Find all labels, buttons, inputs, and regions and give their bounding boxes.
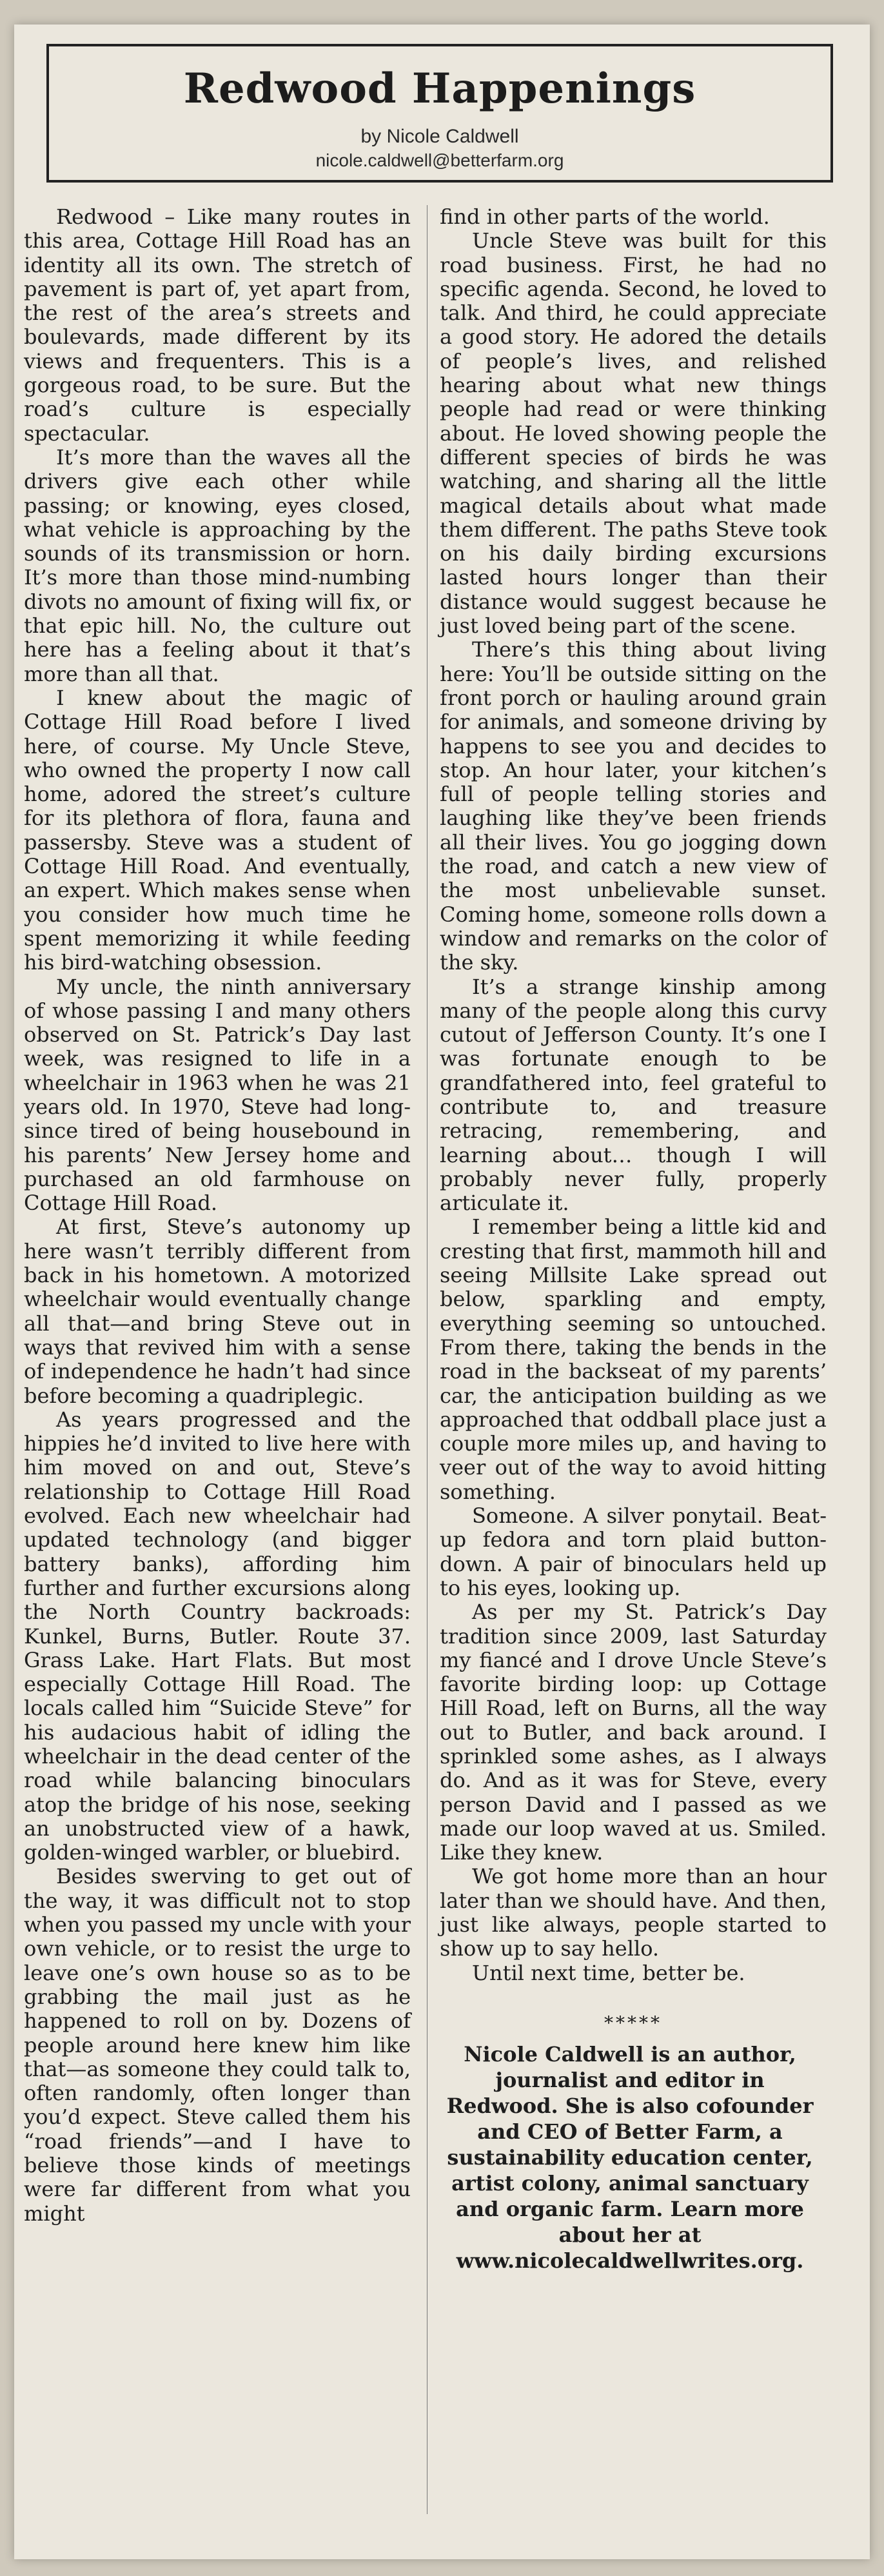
paragraph: I remember being a little kid and cresting that first, mammoth hill and seeing Millsite Lake spread out below, sparkling and empty, everything seeming so untouched. From there, taking the bends in the road in the backseat of my parents’ car, the anticipation building as we approached that oddball place just a couple more miles up, and having to veer out of the way to avoid hitting something. — [440, 1214, 827, 1504]
paragraph: My uncle, the ninth anniversary of whose passing I and many others observed on St. Patrick’s Day last week, was resigned to life in a wheelchair in 1963 when he was 21 years old. In 1970, Steve had long-since tired of being housebound in his parents’ New Jersey home and purchased an old farmhouse on Cottage Hill Road. — [24, 974, 411, 1216]
paragraph: At first, Steve’s autonomy up here wasn’t terribly different from back in his hometown. A motorized wheelchair would eventually change all that—and bring Steve out in ways that revived him with a sense of independence he hadn’t had since before becoming a quadriplegic. — [24, 1214, 411, 1408]
paragraph: It’s a strange kinship among many of the people along this curvy cutout of Jefferson County. It’s one I was fortunate enough to be grandfathered into, feel grateful to contribute to, and treasure retracing, remembering, and learning about… though I will probably never fully, properly articulate it. — [440, 974, 827, 1216]
sign-off: Until next time, better be. — [472, 1960, 745, 1985]
paragraph: Uncle Steve was built for this road business. First, he had no specific agenda. Second, he loved to talk. And third, he could appreciate a good story. He adored the details of people’s lives, and relished hearing about what new things people had read or were thinking about. He loved showing people the different species of birds he was watching, and sharing all the little magical details about what made them different. The paths Steve took on his daily birding excursions lasted hours longer than their distance would suggest because he just loved being part of the scene. — [440, 228, 827, 639]
paragraph: We got home more than an hour later than we should have. And then, just like always, people started to show up to say hello. — [440, 1864, 827, 1961]
paragraph: Besides swerving to get out of the way, it was difficult not to stop when you passed my uncle with your own vehicle, or to resist the urge to leave one’s own house so as to be grabbing the mail just as he happened to roll on by. Dozens of people around here knew him like that—as someone they could talk to, often randomly, often longer than you’d expect. Steve called them his “road friends”—and I have to believe those kinds of meetings were far different from what you might — [24, 1864, 411, 2226]
paragraph: As per my St. Patrick’s Day tradition since 2009, last Saturday my fiancé and I drove Uncle Steve’s favorite birding loop: up Cottage Hill Road, left on Burns, all the way out to Butler, and back around. I sprinkled some ashes, as I always do. And as it was for Steve, every person David and I passed as we made our loop waved at us. Smiled. Like they knew. — [440, 1600, 827, 1865]
paragraph: I knew about the magic of Cottage Hill Road before I lived here, of course. My Uncle Steve, who owned the property I now call home, adored the street’s culture for its plethora of flora, fauna and passersby. Steve was a student of Cottage Hill Road. And eventually, an expert. Which makes sense when you consider how much time he spent memorizing it while feeding his bird-watching obsession. — [24, 685, 411, 975]
separator: ***** — [604, 2012, 662, 2034]
author-bio: Nicole Caldwell is an author, journalist and editor in Redwood. She is also cofounder and CEO of Better Farm, a sustainability education center, artist colony, animal sanctuary and organic farm. Learn more about her at www.nicolecaldwellwrites.org. — [446, 2042, 814, 2274]
paragraph: Redwood – Like many routes in this area, Cottage Hill Road has an identity all its own. The stretch of pavement is part of, yet apart from, the rest of the area’s streets and boulevards, made different by its views and frequenters. This is a gorgeous road, to be sure. But the road’s culture is especially spectacular. — [24, 204, 411, 446]
author-email: nicole.caldwell@betterfarm.org — [315, 150, 564, 170]
newspaper-clipping — [14, 25, 870, 2559]
paragraph-continuation: find in other parts of the world. — [440, 204, 770, 229]
column-title: Redwood Happenings — [183, 64, 696, 113]
paragraph: It’s more than the waves all the drivers give each other while passing; or knowing, eyes closed, what vehicle is approaching by the sounds of its transmission or horn. It’s more than those mind-numbing divots no amount of fixing will fix, or that epic hill. No, the culture out here has a feeling about it that’s more than all that. — [24, 444, 411, 686]
column-header-box — [46, 44, 833, 183]
paragraph: Someone. A silver ponytail. Beat-up fedora and torn plaid button-down. A pair of binoculars held up to his eyes, looking up. — [440, 1503, 827, 1600]
byline: by Nicole Caldwell — [360, 126, 519, 147]
left-column — [24, 205, 411, 2226]
right-column — [440, 205, 827, 2274]
paragraph: There’s this thing about living here: You’ll be outside sitting on the front porch or hauling around grain for animals, and someone driving by happens to see you and decides to stop. An hour later, your kitchen’s full of people telling stories and laughing like they’ve been friends all their lives. You go jogging down the road, and catch a new view of the most unbelievable sunset. Coming home, someone rolls down a window and remarks on the color of the sky. — [440, 637, 827, 975]
paragraph: As years progressed and the hippies he’d invited to live here with him moved on and out, Steve’s relationship to Cottage Hill Road evolved. Each new wheelchair had updated technology (and bigger battery banks), affording him further and further excursions along the North Country backroads: Kunkel, Burns, Butler. Route 37. Grass Lake. Hart Flats. But most especially Cottage Hill Road. The locals called him “Suicide Steve” for his audacious habit of idling the wheelchair in the dead center of the road while balancing binoculars atop the bridge of his nose, seeking an unobstructed view of a hawk, golden-winged warbler, or bluebird. — [24, 1407, 411, 1865]
